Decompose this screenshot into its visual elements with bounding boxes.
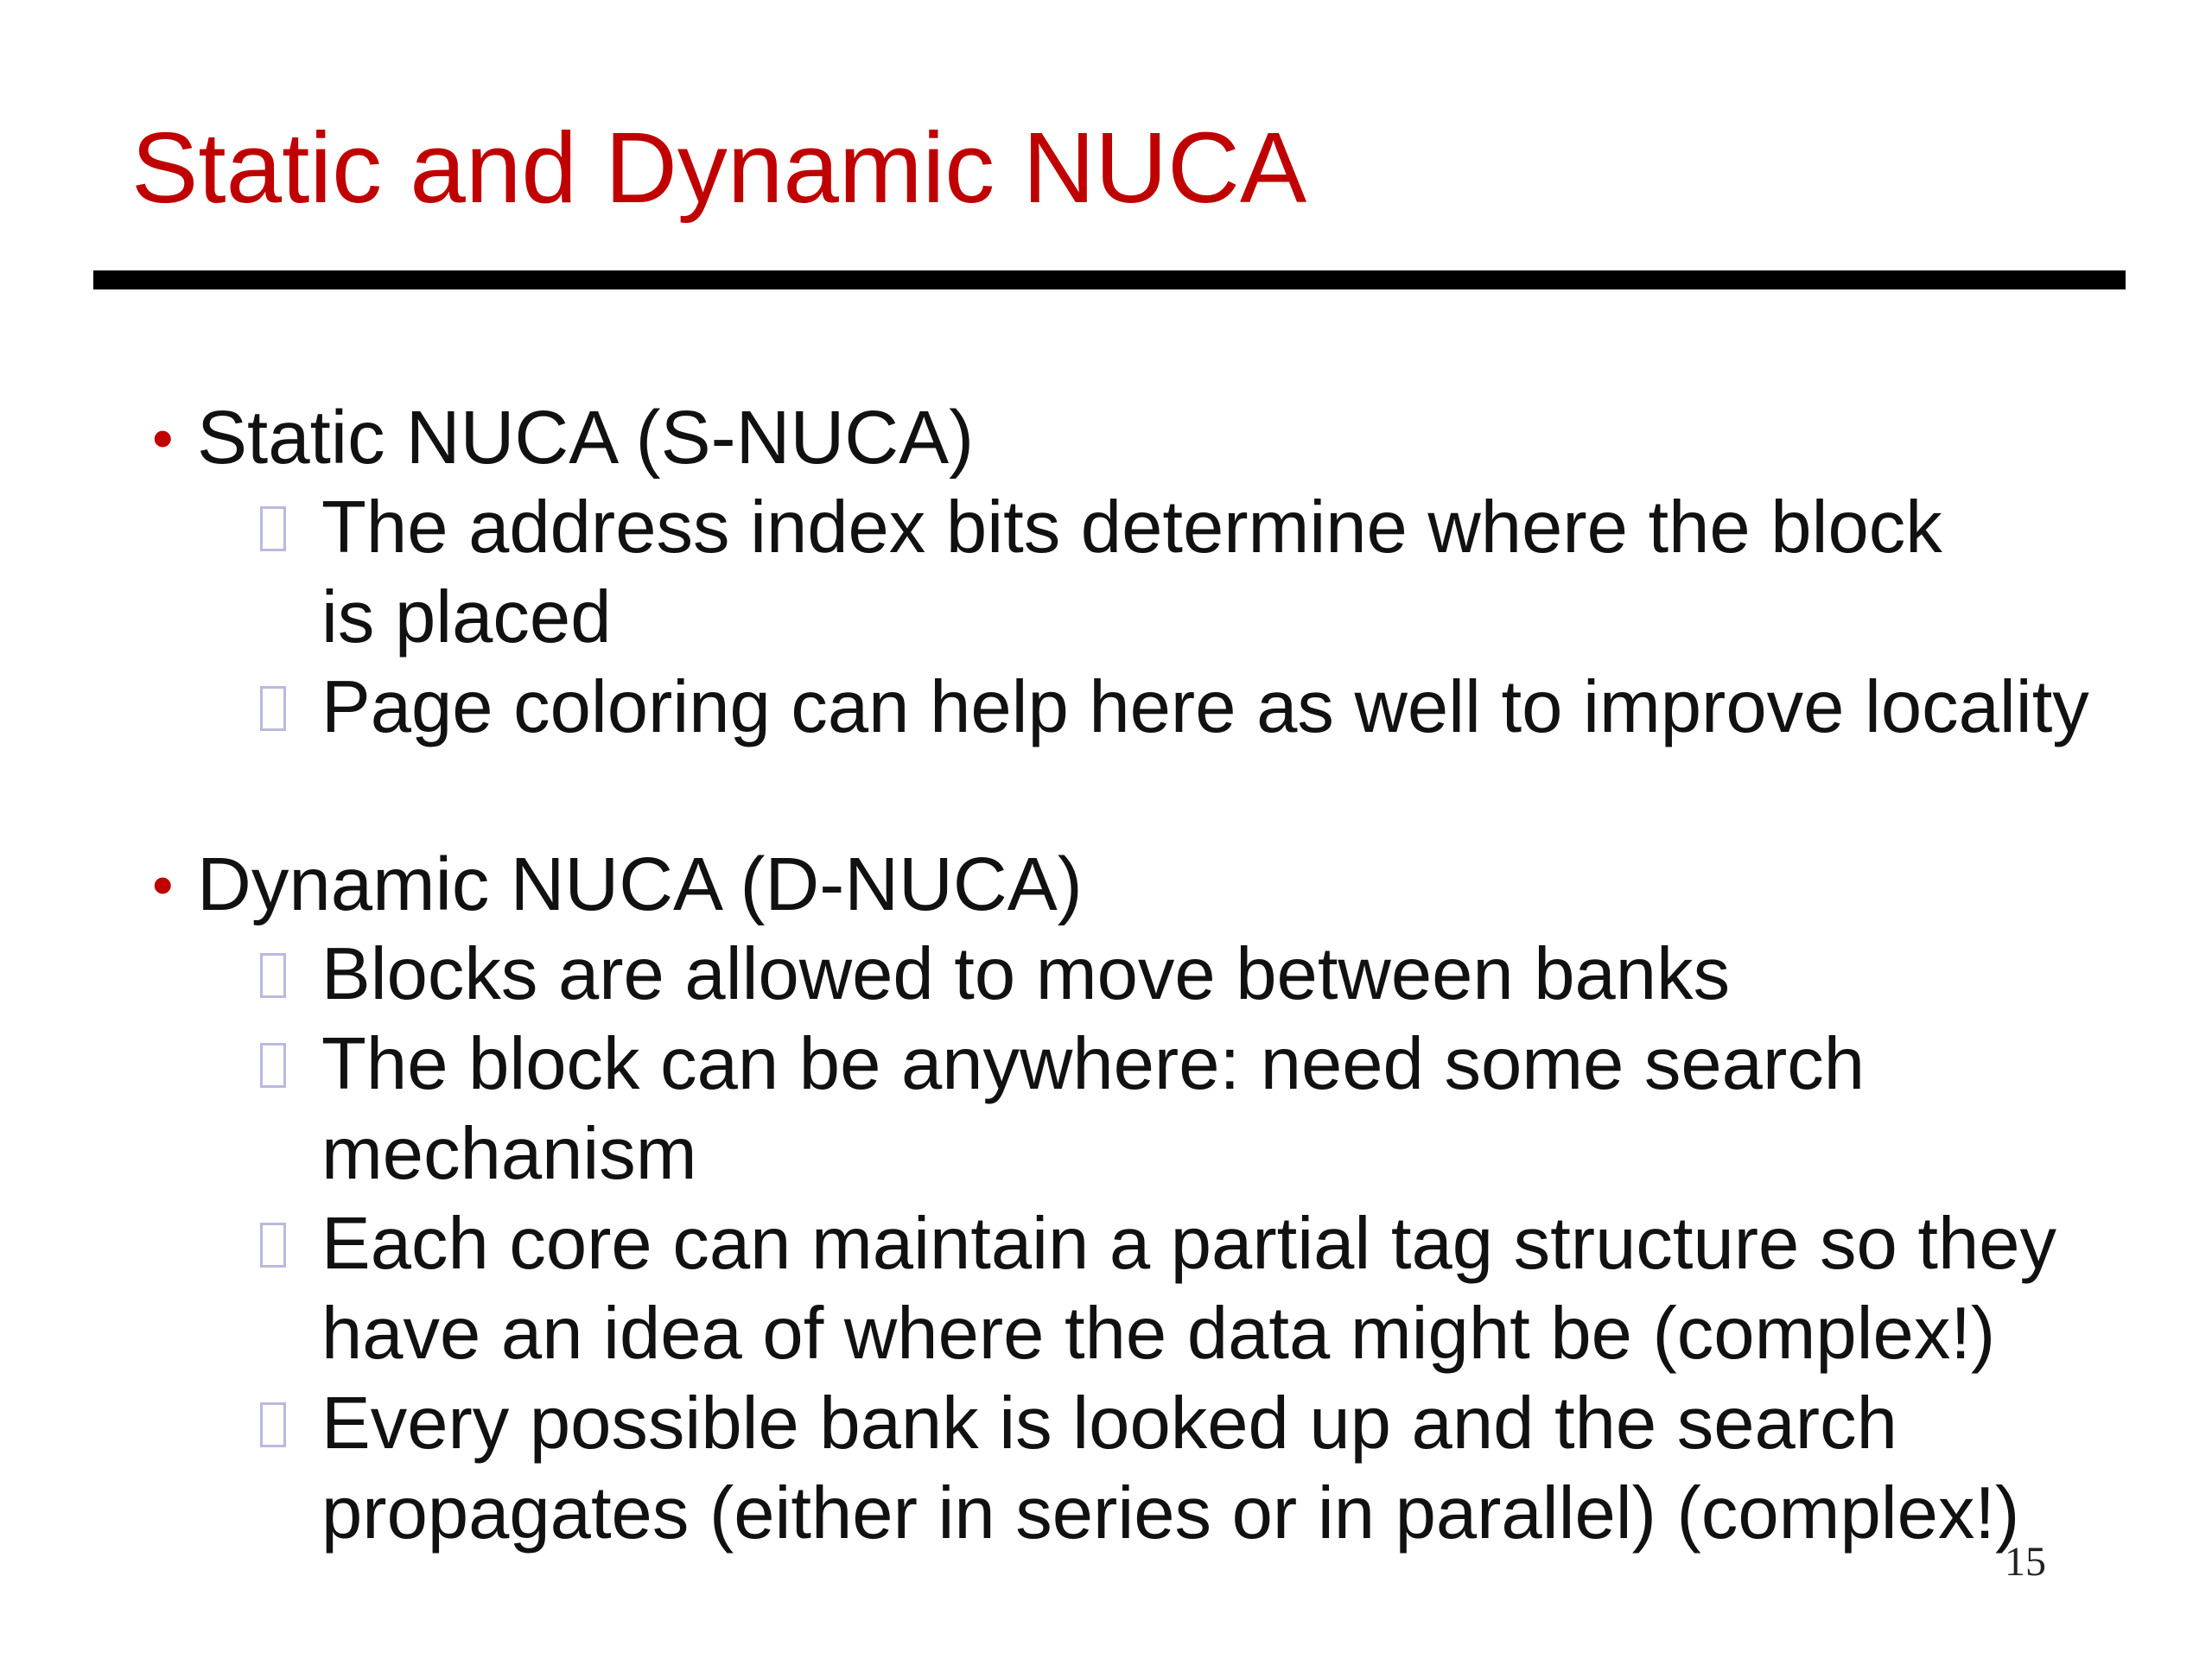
bullet-text: Static NUCA (S-NUCA) xyxy=(197,396,975,480)
hollow-box-glyph-icon xyxy=(260,1043,286,1088)
sub-bullet-text-line: The address index bits determine where the block xyxy=(321,486,1942,569)
bullet-item xyxy=(152,840,2136,930)
slide-title: Static and Dynamic NUCA xyxy=(131,111,1307,224)
bullet-item xyxy=(152,393,2136,483)
title-divider xyxy=(93,270,2126,289)
sub-bullet-item xyxy=(152,483,2136,663)
hollow-box-glyph-icon xyxy=(260,506,286,551)
sub-bullet-list xyxy=(152,930,2136,1559)
bullet-dot-icon: • xyxy=(152,851,174,918)
sub-bullet-text-line: Blocks are allowed to move between banks xyxy=(321,933,1731,1015)
sub-bullet-item xyxy=(152,1379,2136,1559)
hollow-box-glyph-icon xyxy=(260,953,286,998)
page-number: 15 xyxy=(2005,1539,2046,1585)
sub-bullet-text-line: is placed xyxy=(321,576,612,658)
sub-bullet-text-line: The block can be anywhere: need some search xyxy=(321,1023,1866,1105)
sub-bullet-text-line: have an idea of where the data might be (complex!) xyxy=(321,1293,1996,1375)
sub-bullet-item xyxy=(152,930,2136,1020)
sub-bullet-text-line: Every possible bank is looked up and the search xyxy=(321,1382,1897,1465)
bullet-group-static xyxy=(152,393,2136,753)
sub-bullet-text-line: Each core can maintain a partial tag structure so they xyxy=(321,1203,2057,1285)
sub-bullet-item xyxy=(152,1199,2136,1379)
sub-bullet-text-line: propagates (either in series or in parallel) (complex!) xyxy=(321,1472,2020,1554)
bullet-group-dynamic xyxy=(152,840,2136,1559)
sub-bullet-item xyxy=(152,1020,2136,1199)
hollow-box-glyph-icon xyxy=(260,686,286,731)
sub-bullet-text-line: mechanism xyxy=(321,1113,697,1195)
bullet-dot-icon: • xyxy=(152,404,174,472)
sub-bullet-list xyxy=(152,483,2136,753)
sub-bullet-text-line: Page coloring can help here as well to improve locality xyxy=(321,666,2089,748)
hollow-box-glyph-icon xyxy=(260,1402,286,1447)
bullet-text: Dynamic NUCA (D-NUCA) xyxy=(197,842,1083,926)
sub-bullet-item xyxy=(152,663,2136,753)
hollow-box-glyph-icon xyxy=(260,1223,286,1268)
